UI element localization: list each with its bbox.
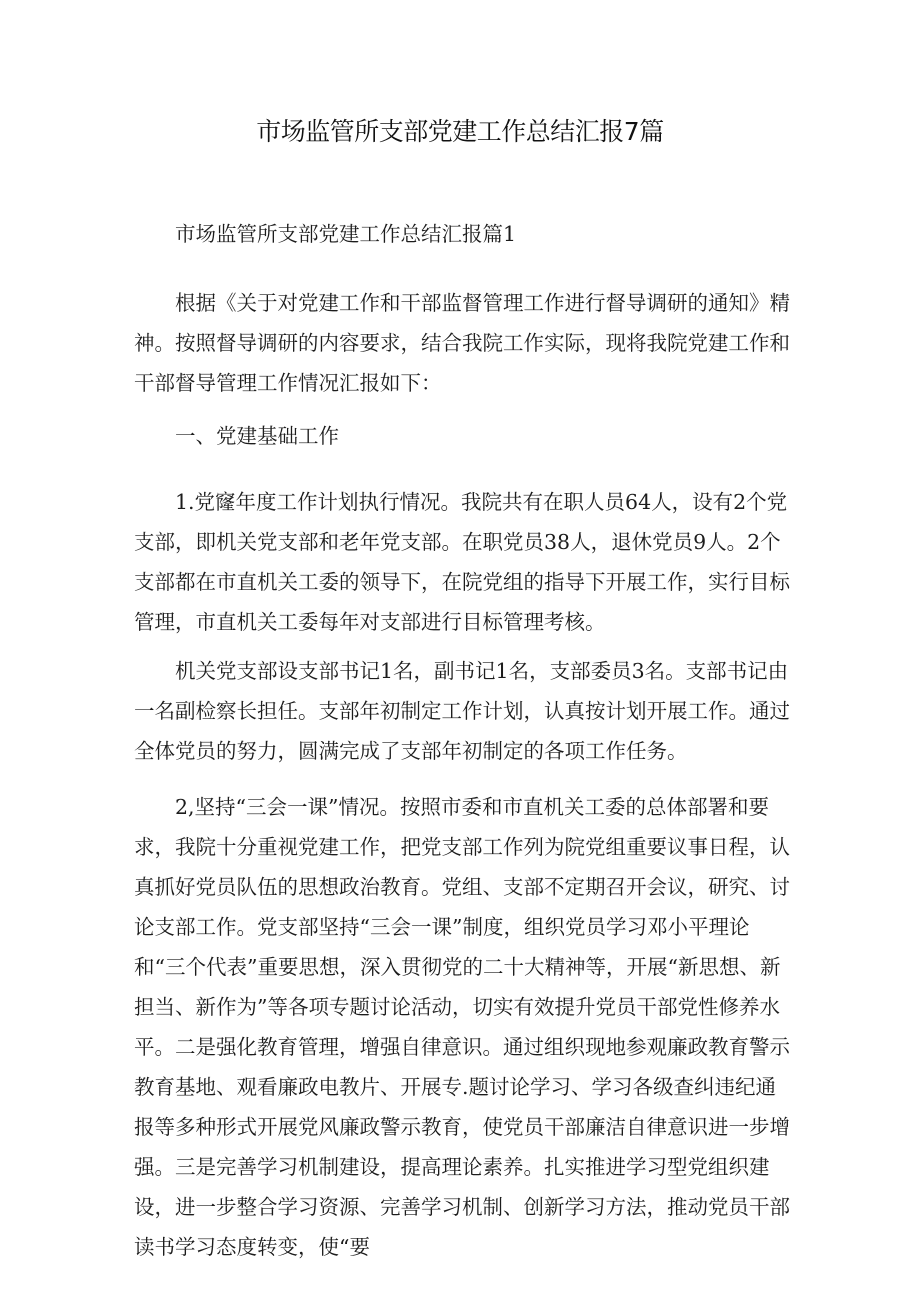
item-2-paragraph: 2,坚持“三会一课”情况。按照市委和市直机关工委的总体部署和要求，我院十分重视党建工作，把党支部工作列为院党组重要议事日程，认真抓好党员队伍的思想政治教育。党组、支部不定期召开会议，研究、讨论支部工作。党支部坚持“三会一课”制度，组织党员学习邓小平理论和“三个代表”重要思想，深入贯彻党的二十大精神等，开展“新思想、新担当、新作为”等各项专题讨论活动，切实有效提升党员干部党性修养水平。二是强化教育管理，增强自律意识。通过组织现地参观廉政教育警示教育基地、观看廉政电教片、开展专.题讨论学习、学习各级查纠违纪通报等多种形式开展党风廉政警示教育，使党员干部廉洁自律意识进一步增强。三是完善学习机制建设，提高理论素养。扎实推进学习型党组织建设，进一步整合学习资源、完善学习机制、创新学习方法，推动党员干部读书学习态度转变，使“要 <box>134 795 790 1259</box>
article-subtitle: 市场监管所支部党建工作总结汇报篇1 <box>175 222 517 246</box>
intro-paragraph: 根据《关于对党建工作和干部监督管理工作进行督导调研的通知》精神。按照督导调研的内容要求，结合我院工作实际，现将我院党建工作和干部督导管理工作情况汇报如下： <box>134 291 790 395</box>
document-title: 市场监管所支部党建工作总结汇报7篇 <box>256 117 664 146</box>
section-heading: 一、党建基础工作 <box>175 424 339 448</box>
item-1-paragraph: 1.党窿年度工作计划执行情况。我院共有在职人员64人，设有2个党支部，即机关党支部和老年党支部。在职党员38人，退休党员9人。2个支部都在市直机关工委的领导下，在院党组的指导下开展工作，实行目标管理，市直机关工委每年对支部进行目标管理考核。 <box>134 490 790 634</box>
branch-paragraph: 机关党支部设支部书记1名，副书记1名，支部委员3名。支部书记由一名副检察长担任。支部年初制定工作计划，认真按计划开展工作。通过全体党员的努力，圆满完成了支部年初制定的各项工作任务。 <box>134 659 790 763</box>
